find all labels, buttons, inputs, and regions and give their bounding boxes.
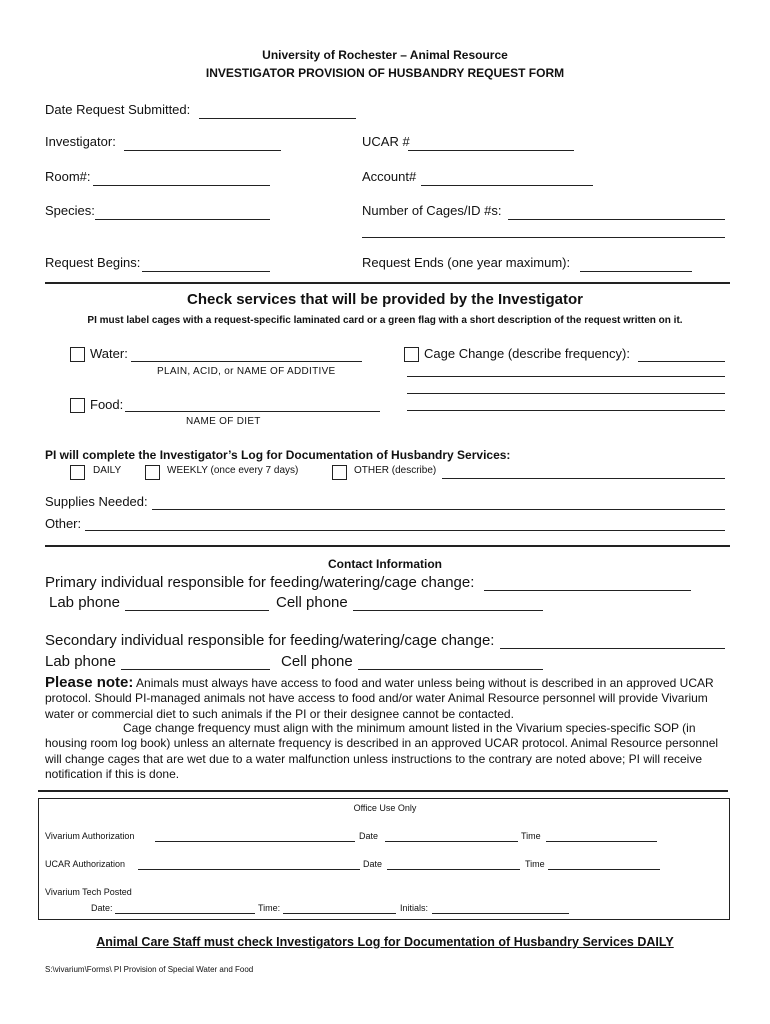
staff-notice: Animal Care Staff must check Investigators Log for Documentation of Husbandry Services DAILY — [96, 935, 674, 949]
ucar-auth-label: UCAR Authorization — [45, 859, 126, 869]
cage-change-field-line-4[interactable] — [407, 410, 725, 411]
section-divider — [45, 545, 730, 547]
vivarium-auth-date-label: Date — [359, 831, 379, 841]
date-submitted-field[interactable] — [199, 118, 356, 119]
water-field[interactable] — [131, 361, 362, 362]
primary-label: Primary individual responsible for feeding/watering/cage change: — [45, 574, 475, 591]
ucar-auth-field[interactable] — [138, 869, 360, 870]
other-checkbox[interactable] — [332, 465, 347, 480]
room-field[interactable] — [93, 185, 270, 186]
file-path: S:\vivarium\Forms\ PI Provision of Special Water and Food — [45, 965, 254, 974]
food-checkbox[interactable] — [70, 398, 85, 413]
species-label: Species: — [45, 203, 95, 218]
tech-date-label: Date: — [91, 903, 113, 913]
cage-change-label: Cage Change (describe frequency): — [424, 346, 630, 361]
other-supplies-field[interactable] — [85, 530, 725, 531]
secondary-lab-phone-field[interactable] — [121, 669, 270, 670]
form-title: INVESTIGATOR PROVISION OF HUSBANDRY REQUEST FORM — [205, 66, 565, 80]
request-begins-label: Request Begins: — [45, 255, 141, 270]
secondary-cell-phone-label: Cell phone — [281, 653, 353, 670]
services-instruction: PI must label cages with a request-specific laminated card or a green flag with a short description of the request written on it. — [87, 315, 683, 326]
investigator-field[interactable] — [124, 150, 281, 151]
daily-label: DAILY — [93, 465, 122, 476]
daily-checkbox[interactable] — [70, 465, 85, 480]
cage-change-field-line-2[interactable] — [407, 376, 725, 377]
org-title: University of Rochester – Animal Resource — [262, 48, 508, 62]
vivarium-auth-label: Vivarium Authorization — [45, 831, 135, 841]
tech-date-field[interactable] — [115, 913, 255, 914]
num-cages-field[interactable] — [508, 219, 725, 220]
water-checkbox[interactable] — [70, 347, 85, 362]
note-text-1: Animals must always have access to food and water unless being without is described in an approved UCAR protocol. Should PI-managed animals not have access to food and/or water Animal Resource personnel will provide Vivarium water or commercial diet to such animals if the PI or their designee cannot be contacted. — [45, 676, 714, 721]
investigator-label: Investigator: — [45, 134, 116, 149]
food-label: Food: — [90, 397, 124, 412]
log-heading: PI will complete the Investigator’s Log for Documentation of Husbandry Services: — [45, 448, 511, 462]
secondary-field[interactable] — [500, 648, 725, 649]
tech-initials-field[interactable] — [432, 913, 569, 914]
note-paragraph-2: Cage change frequency must align with the minimum amount listed in the Vivarium species-specific SOP (in housing room log book) unless an alternate frequency is described in an approved UCAR protocol. Animal Resource personnel will change cages that are wet due to a water malfunction unless instructions to the contrary are noted above; PI will receive notification if this is done. — [45, 721, 719, 781]
request-begins-field[interactable] — [142, 271, 270, 272]
account-field[interactable] — [421, 185, 593, 186]
request-ends-field[interactable] — [580, 271, 692, 272]
ucar-auth-time-field[interactable] — [548, 869, 660, 870]
ucar-field[interactable] — [408, 150, 574, 151]
num-cages-field-line-2[interactable] — [362, 237, 725, 238]
num-cages-label: Number of Cages/ID #s: — [362, 203, 502, 218]
office-box-top-rule — [38, 790, 728, 792]
tech-posted-label: Vivarium Tech Posted — [45, 887, 132, 897]
other-describe-field[interactable] — [442, 478, 725, 479]
tech-time-field[interactable] — [283, 913, 396, 914]
secondary-cell-phone-field[interactable] — [358, 669, 543, 670]
secondary-label: Secondary individual responsible for feeding/watering/cage change: — [45, 632, 495, 649]
tech-time-label: Time: — [258, 903, 281, 913]
other-label: OTHER (describe) — [354, 465, 437, 476]
ucar-auth-time-label: Time — [525, 859, 545, 869]
food-field[interactable] — [125, 411, 380, 412]
food-hint: NAME OF DIET — [186, 416, 261, 427]
vivarium-auth-field[interactable] — [155, 841, 355, 842]
ucar-auth-date-label: Date — [363, 859, 383, 869]
water-label: Water: — [90, 346, 128, 361]
supplies-field[interactable] — [152, 509, 725, 510]
cage-change-field[interactable] — [638, 361, 725, 362]
note-paragraph-1 — [45, 675, 735, 722]
primary-lab-phone-field[interactable] — [125, 610, 269, 611]
cage-change-field-line-3[interactable] — [407, 393, 725, 394]
date-submitted-label: Date Request Submitted: — [45, 102, 191, 117]
ucar-label: UCAR # — [362, 134, 410, 149]
vivarium-auth-time-label: Time — [521, 831, 541, 841]
services-heading: Check services that will be provided by the Investigator — [187, 291, 583, 308]
primary-field[interactable] — [484, 590, 691, 591]
cage-change-checkbox[interactable] — [404, 347, 419, 362]
other-supplies-label: Other: — [45, 516, 82, 531]
section-divider — [45, 282, 730, 284]
weekly-label: WEEKLY (once every 7 days) — [167, 465, 299, 476]
room-label: Room#: — [45, 169, 91, 184]
weekly-checkbox[interactable] — [145, 465, 160, 480]
secondary-lab-phone-label: Lab phone — [45, 653, 116, 670]
supplies-label: Supplies Needed: — [45, 494, 148, 509]
account-label: Account# — [362, 169, 417, 184]
primary-lab-phone-label: Lab phone — [49, 594, 120, 611]
request-ends-label: Request Ends (one year maximum): — [362, 255, 571, 270]
vivarium-auth-date-field[interactable] — [385, 841, 518, 842]
primary-cell-phone-label: Cell phone — [276, 594, 348, 611]
primary-cell-phone-field[interactable] — [353, 610, 543, 611]
ucar-auth-date-field[interactable] — [387, 869, 520, 870]
contact-heading: Contact Information — [328, 557, 442, 571]
office-use-title: Office Use Only — [353, 803, 417, 813]
note-title: Please note: — [45, 674, 134, 691]
water-hint: PLAIN, ACID, or NAME OF ADDITIVE — [157, 366, 336, 377]
tech-initials-label: Initials: — [400, 903, 429, 913]
vivarium-auth-time-field[interactable] — [546, 841, 657, 842]
office-use-box — [38, 798, 730, 920]
species-field[interactable] — [95, 219, 270, 220]
